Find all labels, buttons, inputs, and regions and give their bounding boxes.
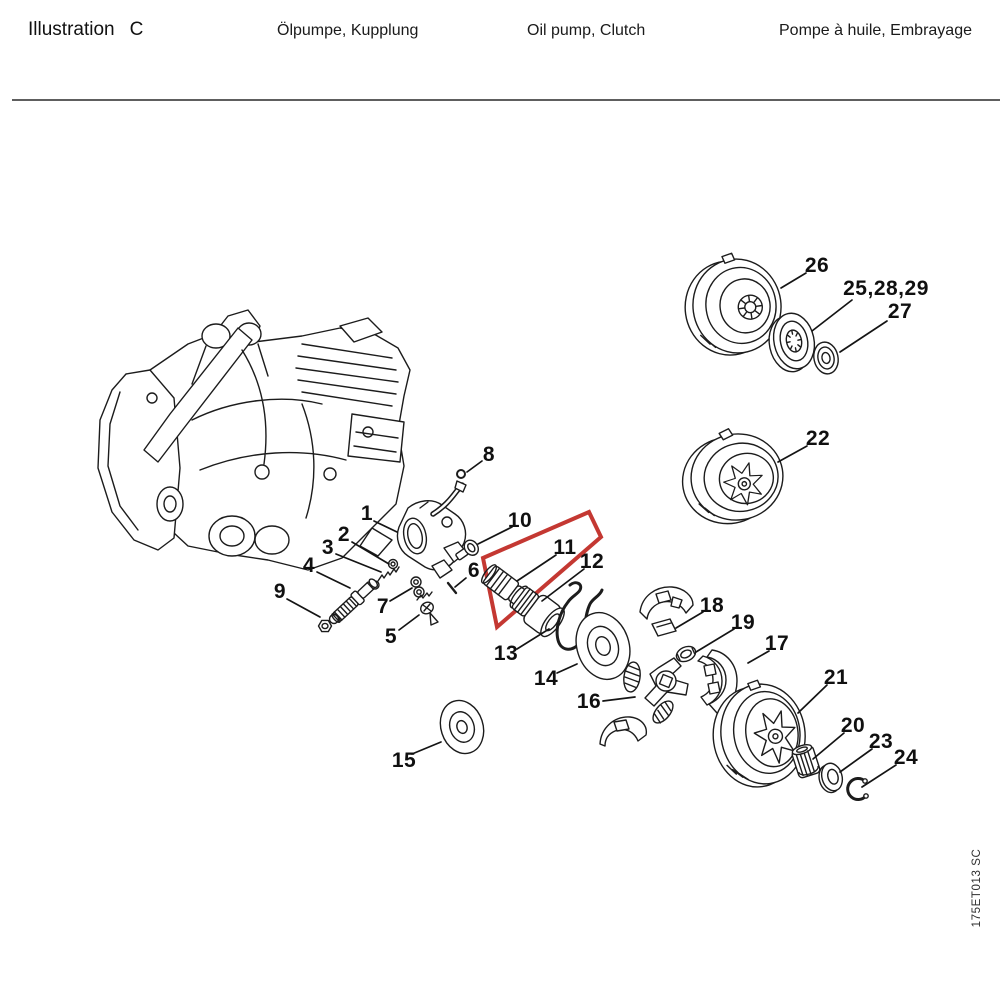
part-5-drawing <box>417 592 438 625</box>
part-22-drawing <box>674 421 790 531</box>
part-label-16[interactable]: 16 <box>576 690 602 713</box>
part-label-8[interactable]: 8 <box>482 443 496 466</box>
part-label-14[interactable]: 14 <box>533 667 559 690</box>
part-1-drawing <box>397 481 466 578</box>
illustration-letter: C <box>129 19 144 40</box>
part-label-19[interactable]: 19 <box>730 611 756 634</box>
part-6-drawing <box>448 583 456 593</box>
part-label-5[interactable]: 5 <box>384 625 398 648</box>
part-label-7[interactable]: 7 <box>376 595 390 618</box>
part-label-11[interactable]: 11 <box>553 536 577 559</box>
part-label-1[interactable]: 1 <box>360 502 374 525</box>
part-label-20[interactable]: 20 <box>840 714 866 737</box>
part-27-drawing <box>811 340 841 376</box>
part-label-22[interactable]: 22 <box>805 427 831 450</box>
part-label-15[interactable]: 15 <box>391 749 417 772</box>
part-label-23[interactable]: 23 <box>868 730 894 753</box>
part-label-4[interactable]: 4 <box>302 554 316 577</box>
illustration-word: Illustration <box>28 19 115 40</box>
part-23-drawing <box>816 761 846 795</box>
caption-english: Oil pump, Clutch <box>527 22 646 39</box>
document-code: 175ET013 SC <box>971 848 983 928</box>
part-label-25-28-29[interactable]: 25,28,29 <box>843 277 929 300</box>
part-label-10[interactable]: 10 <box>507 509 533 532</box>
part-label-9[interactable]: 9 <box>273 580 287 603</box>
part-label-21[interactable]: 21 <box>823 666 849 689</box>
part-15-drawing <box>434 695 491 759</box>
part-label-17[interactable]: 17 <box>764 632 790 655</box>
part-4-drawing <box>330 576 381 625</box>
part-label-26[interactable]: 26 <box>804 254 830 277</box>
part-label-12[interactable]: 12 <box>579 550 605 573</box>
part-label-27[interactable]: 27 <box>887 300 913 323</box>
part-label-6[interactable]: 6 <box>467 559 481 582</box>
part-label-18[interactable]: 18 <box>699 594 725 617</box>
part-24-drawing <box>848 778 869 799</box>
part-8-drawing <box>457 470 465 478</box>
part-21-drawing <box>706 675 812 793</box>
part-label-24[interactable]: 24 <box>893 746 919 769</box>
caption-german: Ölpumpe, Kupplung <box>277 22 419 39</box>
engine-crankcase-drawing <box>98 310 410 570</box>
caption-french: Pompe à huile, Embrayage <box>779 22 972 39</box>
part-7-drawing <box>411 577 424 597</box>
part-label-2[interactable]: 2 <box>337 523 351 546</box>
part-label-3[interactable]: 3 <box>321 536 335 559</box>
part-label-13[interactable]: 13 <box>493 642 519 665</box>
